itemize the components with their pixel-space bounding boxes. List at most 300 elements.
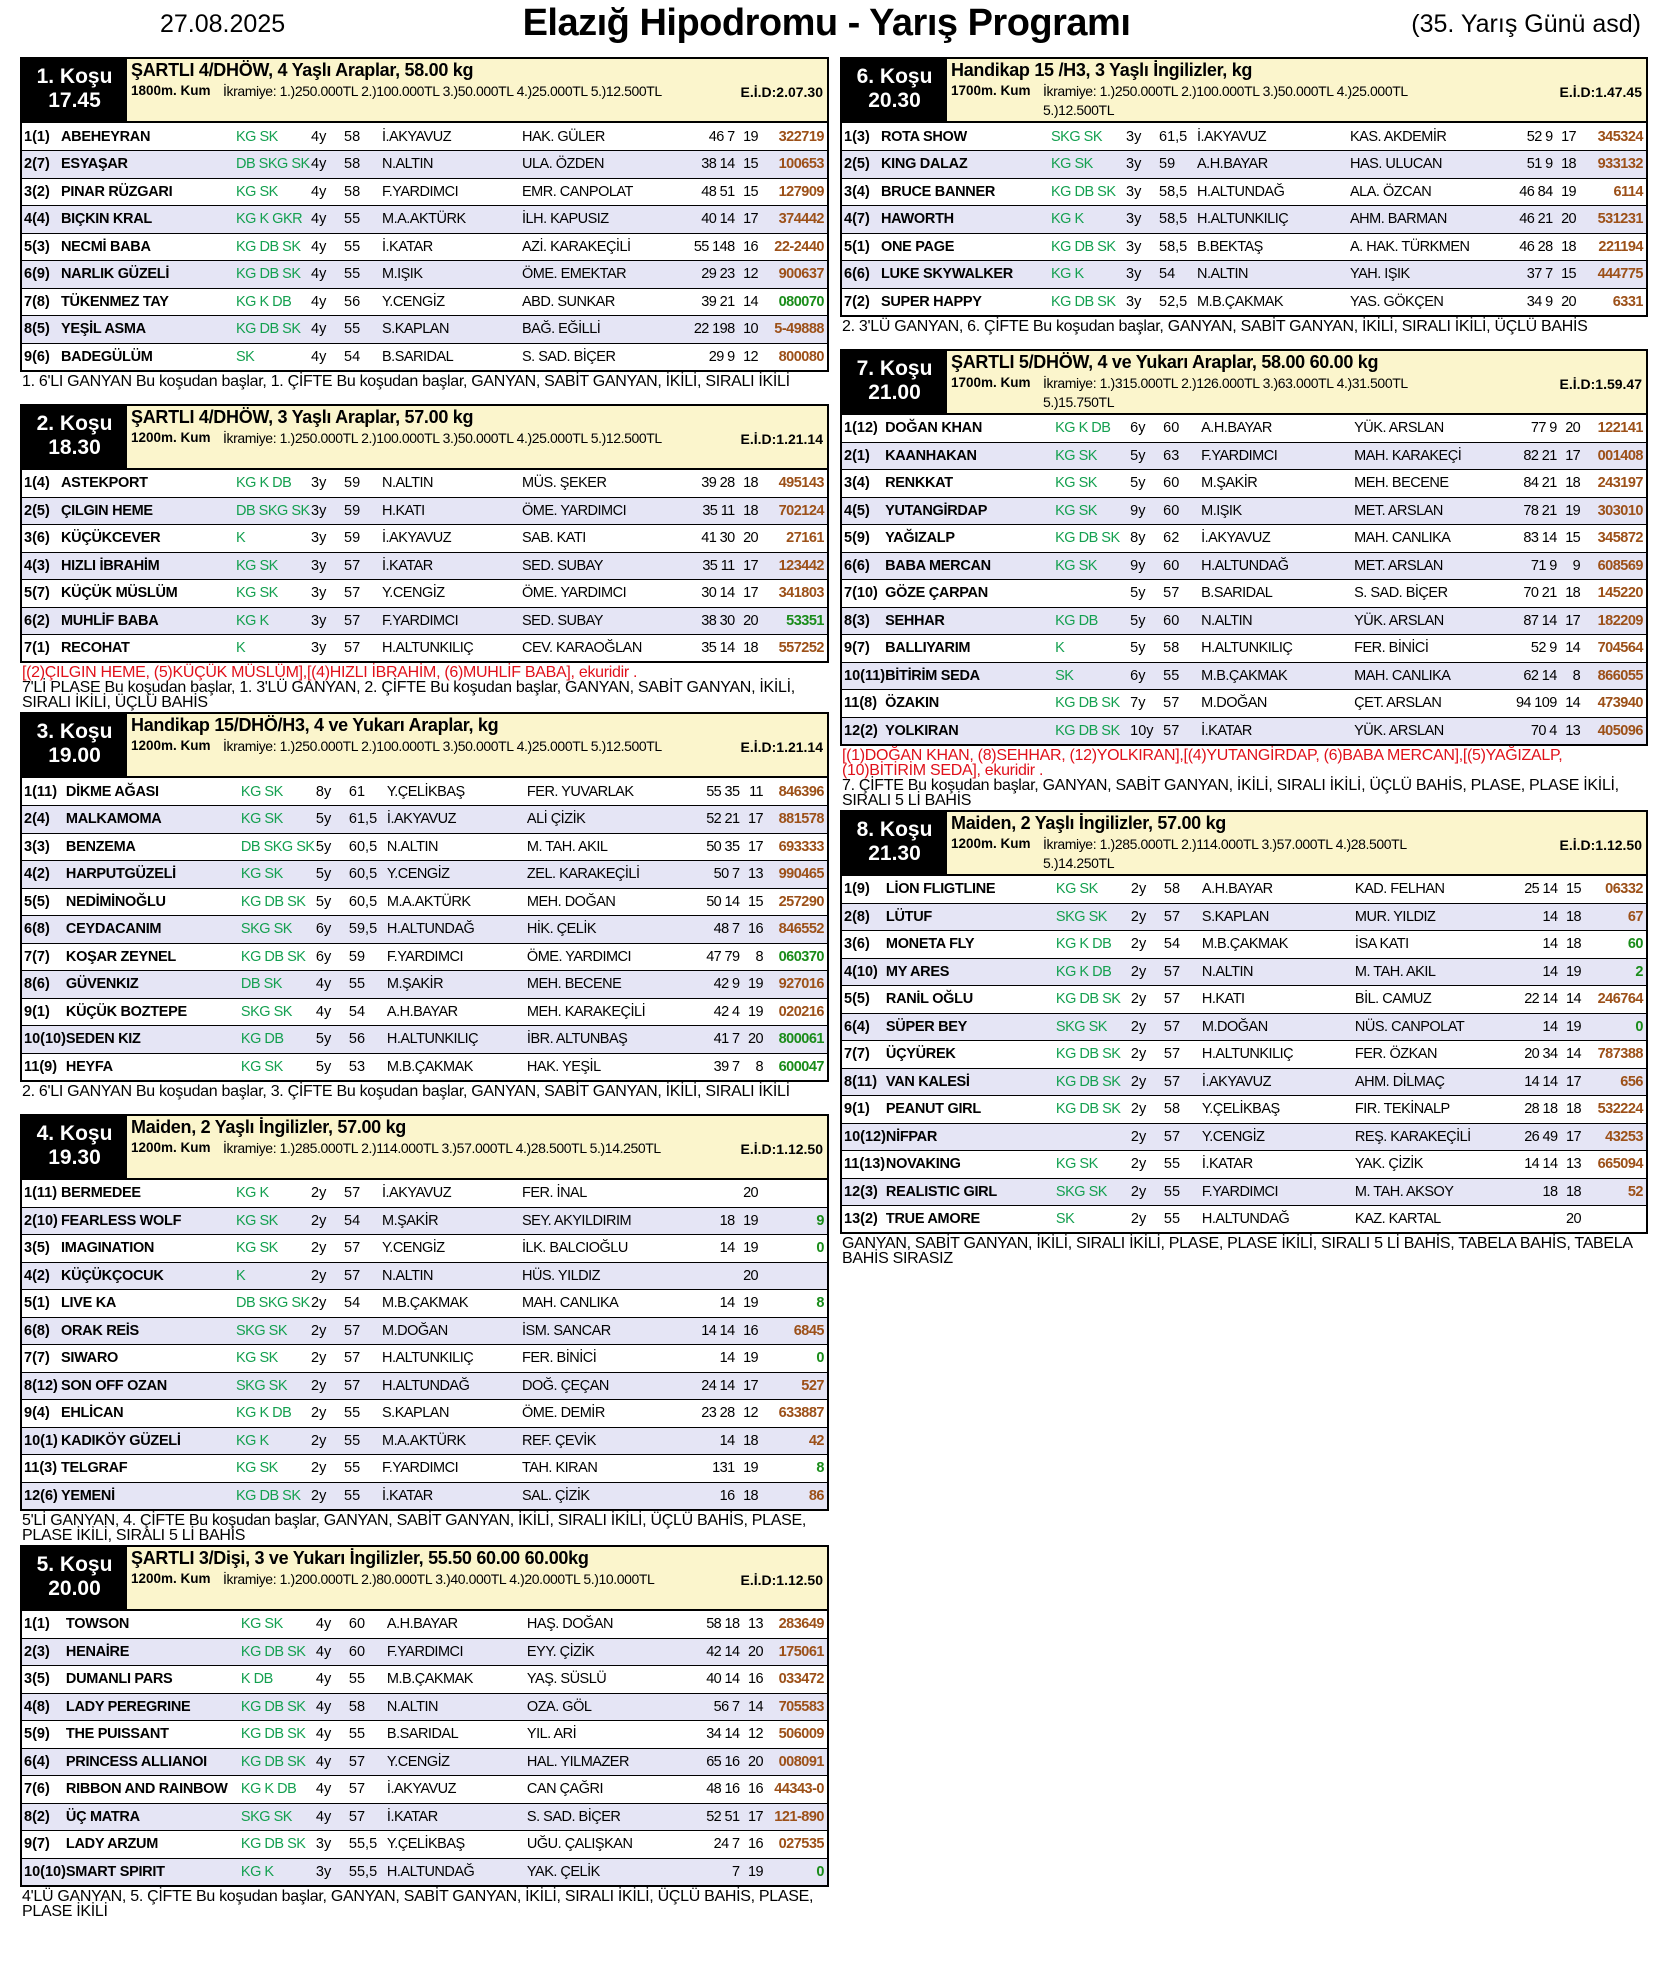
table-row[interactable] <box>21 1290 828 1318</box>
table-row[interactable] <box>841 1041 1647 1069</box>
table-row[interactable] <box>21 1721 828 1749</box>
table-row[interactable] <box>21 1693 828 1721</box>
handicap-points: 8 <box>755 1058 763 1075</box>
table-row[interactable] <box>21 178 828 206</box>
stats: 131 <box>712 1460 735 1477</box>
weight: 57 <box>1163 690 1201 718</box>
table-row[interactable] <box>841 288 1647 316</box>
jockey: F.YARDIMCI <box>382 1455 522 1483</box>
recent-form: 6845 <box>760 1317 828 1345</box>
table-row[interactable] <box>21 316 828 344</box>
handicap-points: 16 <box>747 1781 763 1798</box>
entry-number: 8(5) <box>21 316 61 344</box>
entry-number: 7(1) <box>24 640 50 656</box>
equipment: KG SK <box>236 1455 311 1483</box>
recent-form: 8 <box>760 1290 828 1318</box>
race-number: 6. Koşu <box>856 65 933 88</box>
recent-form: 121-890 <box>765 1803 828 1831</box>
recent-form: 53351 <box>760 607 828 635</box>
weight: 55 <box>344 1482 382 1510</box>
horse-name: TRUE AMORE <box>885 1211 980 1227</box>
table-row[interactable] <box>841 233 1647 261</box>
stats: 42 14 <box>706 1643 740 1660</box>
stats <box>687 778 765 806</box>
equipment: KG DB SK <box>236 1482 311 1510</box>
trainer: ÖME. EMEKTAR <box>522 261 682 289</box>
table-row[interactable] <box>841 1068 1647 1096</box>
bet-types-note: 7'Lİ PLASE Bu koşudan başlar, 1. 3'LÜ GANYAN, 2. ÇİFTE Bu koşudan başlar, GANYAN, SABİT GANYAN, İKİLİ, SIRALI İKİLİ, ÜÇLÜ BAHİS <box>22 679 795 711</box>
horse-age: 8y <box>316 778 349 806</box>
stats <box>1504 717 1582 745</box>
table-row[interactable] <box>21 1776 828 1804</box>
jockey: Y.CENGİZ <box>382 580 522 608</box>
jockey: İ.AKYAVUZ <box>382 1180 522 1208</box>
race-time: 20.00 <box>48 1576 101 1600</box>
table-row[interactable] <box>841 690 1647 718</box>
table-row[interactable] <box>21 916 828 944</box>
entry-number: 10(10) <box>21 1858 66 1886</box>
trainer: YAŞ. SÜSLÜ <box>527 1666 687 1694</box>
horse-name: MUHLİF BABA <box>61 607 236 635</box>
table-row[interactable] <box>21 635 828 663</box>
horse-name: ONE PAGE <box>881 233 1051 261</box>
entries-table <box>20 1180 829 1511</box>
jockey: İ.AKYAVUZ <box>382 525 522 553</box>
equipment: KG DB SK <box>1056 986 1131 1014</box>
handicap-points: 20 <box>747 1643 763 1660</box>
stats <box>682 635 760 663</box>
stats: 14 14 <box>1524 1073 1558 1090</box>
race-header <box>20 1114 829 1180</box>
stats <box>1505 1096 1583 1124</box>
weight: 58 <box>344 151 382 179</box>
stats <box>1505 1151 1583 1179</box>
equipment: KG SK <box>236 123 311 151</box>
table-row[interactable] <box>21 1748 828 1776</box>
table-row[interactable] <box>21 525 828 553</box>
stats <box>1505 903 1583 931</box>
stats <box>682 1372 760 1400</box>
handicap-points: 15 <box>743 156 758 173</box>
equipment: SKG SK <box>236 1372 311 1400</box>
table-row[interactable] <box>841 151 1647 179</box>
horse-name: ÜÇ MATRA <box>66 1803 241 1831</box>
horse-name: GÖZE ÇARPAN <box>885 580 1055 608</box>
entry-number: 4(8) <box>21 1693 66 1721</box>
table-row[interactable] <box>841 986 1647 1014</box>
handicap-points: 18 <box>1561 156 1576 173</box>
horse-name: BALLIYARIM <box>885 635 1055 663</box>
handicap-points: 19 <box>1565 963 1581 980</box>
horse-age: 2y <box>1131 931 1164 959</box>
race-prize: İkramiye: 1.)285.000TL 2.)114.000TL 3.)57.000TL 4.)28.500TL 5.)14.250TL <box>223 1139 661 1156</box>
recent-form: 221194 <box>1578 233 1647 261</box>
table-row[interactable] <box>21 971 828 999</box>
entry-number: 5(9) <box>841 525 885 553</box>
entry-number: 7(10) <box>841 580 885 608</box>
trainer: ÖME. YARDIMCI <box>522 497 682 525</box>
stats <box>1505 958 1583 986</box>
horse-name: RENKKAT <box>885 470 1055 498</box>
table-row[interactable] <box>841 717 1647 745</box>
table-row[interactable] <box>841 415 1647 443</box>
horse-name: SON OFF OZAN <box>61 1372 236 1400</box>
race-number-box <box>22 406 127 468</box>
table-row[interactable] <box>21 943 828 971</box>
horse-name: MY ARES <box>886 958 1056 986</box>
jockey: B.SARIDAL <box>1201 580 1354 608</box>
recent-form: 257290 <box>765 888 828 916</box>
table-row[interactable] <box>841 1178 1647 1206</box>
recent-form: 123442 <box>760 552 828 580</box>
horse-name: CEYDACANIM <box>66 916 241 944</box>
recent-form: 06332 <box>1583 876 1647 904</box>
stats: 46 7 <box>708 128 735 145</box>
equipment: KG DB SK <box>241 888 316 916</box>
table-row[interactable] <box>841 442 1647 470</box>
stats: 39 7 <box>713 1058 740 1075</box>
trainer: MUR. YILDIZ <box>1355 903 1505 931</box>
race-prize: İkramiye: 1.)250.000TL 2.)100.000TL 3.)50.000TL 4.)25.000TL 5.)12.500TL <box>223 738 662 754</box>
race-block <box>20 404 829 713</box>
recent-form: 0 <box>765 1858 828 1886</box>
stats: 46 21 <box>1519 211 1553 228</box>
table-row[interactable] <box>21 470 828 498</box>
equipment: SKG SK <box>241 916 316 944</box>
table-row[interactable] <box>21 552 828 580</box>
table-row[interactable] <box>21 1262 828 1290</box>
stats <box>1505 1206 1583 1234</box>
weight: 55 <box>1164 1151 1202 1179</box>
table-row[interactable] <box>21 1372 828 1400</box>
table-row[interactable] <box>21 888 828 916</box>
handicap-points: 18 <box>743 475 758 491</box>
entry-number: 4(10) <box>841 958 886 986</box>
table-row[interactable] <box>21 1317 828 1345</box>
table-row[interactable] <box>21 1858 828 1886</box>
handicap-points: 14 <box>1565 991 1581 1008</box>
trainer: MEH. DOĞAN <box>527 888 687 916</box>
stats: 39 21 <box>701 293 735 310</box>
recent-form: 927016 <box>765 971 828 999</box>
handicap-points: 17 <box>743 1377 758 1394</box>
recent-form: 6331 <box>1612 293 1643 310</box>
stats <box>682 1455 760 1483</box>
race-number-box <box>842 812 947 874</box>
race-prize: İkramiye: 1.)315.000TL 2.)126.000TL 3.)63.000TL 4.)31.500TL 5.)15.750TL <box>1043 374 1408 410</box>
horse-age: 5y <box>1130 442 1163 470</box>
handicap-points: 12 <box>747 1726 763 1743</box>
weight: 60,5 <box>349 861 387 889</box>
horse-name: TELGRAF <box>61 1455 236 1483</box>
recent-form: 246764 <box>1583 986 1647 1014</box>
entry-number: 5(5) <box>21 888 66 916</box>
horse-age: 4y <box>316 1693 349 1721</box>
equipment: K <box>236 525 311 553</box>
table-row[interactable] <box>21 806 828 834</box>
handicap-points: 20 <box>743 1267 758 1284</box>
trainer: S. SAD. BİÇER <box>522 348 616 365</box>
stats <box>687 1858 765 1886</box>
bet-types-note: 2. 6'LI GANYAN Bu koşudan başlar, 3. ÇİFTE Bu koşudan başlar, GANYAN, SABİT GANYAN, İKİLİ, SIRALI İKİLİ <box>22 1082 790 1100</box>
recent-form: 86 <box>760 1482 828 1510</box>
recent-form: 43253 <box>1583 1123 1647 1151</box>
recent-form: 6114 <box>1578 178 1647 206</box>
jockey: H.ALTUNKILIÇ <box>1201 635 1354 663</box>
race-block <box>20 1545 829 1921</box>
table-row[interactable] <box>841 206 1647 234</box>
stats <box>687 998 765 1026</box>
horse-name: THE PUISSANT <box>66 1721 241 1749</box>
table-row[interactable] <box>21 206 828 234</box>
table-row[interactable] <box>21 833 828 861</box>
table-row[interactable] <box>21 1207 828 1235</box>
weight: 58 <box>1163 635 1201 663</box>
table-row[interactable] <box>21 1455 828 1483</box>
race-time: 21.00 <box>868 380 921 404</box>
table-row[interactable] <box>841 635 1647 663</box>
stats: 70 4 <box>1530 722 1557 739</box>
table-row[interactable] <box>21 1482 828 1510</box>
handicap-points: 12 <box>743 266 758 283</box>
recent-form: 001408 <box>1582 442 1647 470</box>
weight: 57 <box>1164 1068 1202 1096</box>
table-row[interactable] <box>841 470 1647 498</box>
race-number-box <box>842 59 947 121</box>
jockey: H.ALTUNDAĞ <box>382 1372 522 1400</box>
recent-form: 033472 <box>765 1666 828 1694</box>
trainer: İLH. KAPUSIZ <box>522 206 682 234</box>
weight: 57 <box>344 607 382 635</box>
horse-age: 3y <box>311 580 344 608</box>
recent-form: 080070 <box>760 288 828 316</box>
table-row[interactable] <box>21 1638 828 1666</box>
horse-name: ÜÇYÜREK <box>886 1041 1056 1069</box>
stats <box>1505 1123 1583 1151</box>
race-number-box <box>22 714 127 776</box>
weight: 55 <box>349 1721 387 1749</box>
race-info <box>947 812 1646 874</box>
table-row[interactable] <box>21 261 828 289</box>
stats: 22 198 <box>693 321 735 338</box>
table-row[interactable] <box>21 1345 828 1373</box>
horse-name: KÜÇÜKÇOCUK <box>61 1262 236 1290</box>
table-row[interactable] <box>841 123 1647 151</box>
stats: 78 21 <box>1523 502 1557 519</box>
trainer: MAH. KARAKEÇİ <box>1354 442 1504 470</box>
recent-form: 122141 <box>1582 415 1647 443</box>
entry-number: 1(1) <box>21 1611 66 1639</box>
table-row[interactable] <box>21 1831 828 1859</box>
table-row[interactable] <box>21 1611 828 1639</box>
jockey: F.YARDIMCI <box>382 607 522 635</box>
recent-form: 705583 <box>765 1693 828 1721</box>
table-row[interactable] <box>21 1666 828 1694</box>
horse-name: GÜVENKIZ <box>66 971 241 999</box>
table-row[interactable] <box>21 1026 828 1054</box>
weight: 59,5 <box>349 916 387 944</box>
entry-number: 1(11) <box>21 778 66 806</box>
table-row[interactable] <box>21 1180 828 1208</box>
weight: 62 <box>1163 525 1201 553</box>
table-row[interactable] <box>21 497 828 525</box>
race-record: E.İ.D:1.12.50 <box>740 1140 823 1157</box>
jockey: F.YARDIMCI <box>382 178 522 206</box>
race-header <box>20 404 829 470</box>
trainer: DOĞ. ÇEÇAN <box>522 1372 682 1400</box>
trainer: HAK. YEŞİL <box>526 1058 601 1075</box>
entry-number: 3(6) <box>21 525 61 553</box>
horse-name: HEYFA <box>65 1058 113 1075</box>
handicap-points: 18 <box>1565 1183 1581 1200</box>
table-row[interactable] <box>21 998 828 1026</box>
recent-form: 881578 <box>765 806 828 834</box>
equipment: KG K DB <box>236 288 311 316</box>
table-row[interactable] <box>841 958 1647 986</box>
handicap-points: 20 <box>1565 420 1581 436</box>
table-row[interactable] <box>21 288 828 316</box>
stats <box>687 1803 765 1831</box>
race-prize: İkramiye: 1.)250.000TL 2.)100.000TL 3.)50.000TL 4.)25.000TL 5.)12.500TL <box>223 429 662 446</box>
stats <box>1504 415 1582 443</box>
weight: 55 <box>344 1427 382 1455</box>
jockey: B.BEKTAŞ <box>1197 233 1350 261</box>
stats <box>682 525 760 553</box>
race-distance: 1200m. Kum <box>131 1570 211 1586</box>
handicap-points: 19 <box>1561 183 1576 200</box>
table-row[interactable] <box>21 123 828 151</box>
jockey: S.KAPLAN <box>382 316 522 344</box>
table-row[interactable] <box>21 151 828 179</box>
stats: 62 14 <box>1523 667 1557 684</box>
weight: 60 <box>1163 415 1201 443</box>
weight: 58,5 <box>1159 206 1197 234</box>
stats <box>1505 1068 1583 1096</box>
race-prize: İkramiye: 1.)200.000TL 2.)80.000TL 3.)40.000TL 4.)20.000TL 5.)10.000TL <box>223 1570 655 1587</box>
table-row[interactable] <box>841 552 1647 580</box>
table-row[interactable] <box>841 607 1647 635</box>
page-title: Elazığ Hipodromu - Yarış Programı <box>522 2 1131 44</box>
race-note <box>840 317 1648 349</box>
stats: 14 <box>719 1432 735 1449</box>
handicap-points: 11 <box>749 783 763 800</box>
table-row[interactable] <box>841 1151 1647 1179</box>
entry-number: 2(5) <box>21 497 61 525</box>
race-note <box>20 1511 829 1545</box>
horse-name: ROTA SHOW <box>881 123 1051 151</box>
recent-form: 027535 <box>765 1831 828 1859</box>
table-row[interactable] <box>841 876 1647 904</box>
horse-name: SEHHAR <box>885 607 1055 635</box>
table-row[interactable] <box>841 261 1647 289</box>
race-header <box>20 712 829 778</box>
table-row[interactable] <box>21 233 828 261</box>
recent-form: 506009 <box>765 1721 828 1749</box>
jockey: N.ALTIN <box>382 470 522 498</box>
horse-age: 3y <box>311 525 344 553</box>
horse-age: 2y <box>311 1180 344 1208</box>
jockey: N.ALTIN <box>1201 607 1354 635</box>
jockey: F.YARDIMCI <box>1201 442 1354 470</box>
table-row[interactable] <box>841 178 1647 206</box>
recent-form: 44343-0 <box>765 1776 828 1804</box>
jockey: Y.ÇELİKBAŞ <box>387 1831 527 1859</box>
table-row[interactable] <box>841 1123 1647 1151</box>
horse-name: BERMEDEE <box>61 1180 236 1208</box>
table-row[interactable] <box>21 1400 828 1428</box>
recent-form <box>1583 1206 1647 1234</box>
table-row[interactable] <box>21 861 828 889</box>
table-row[interactable] <box>841 1206 1647 1234</box>
weight: 57 <box>1164 1041 1202 1069</box>
race-conditions: ŞARTLI 4/DHÖW, 3 Yaşlı Araplar, 57.00 kg <box>131 406 474 427</box>
horse-name: MALKAMOMA <box>66 806 241 834</box>
table-row[interactable] <box>841 1013 1647 1041</box>
equipment: KG DB SK <box>1056 1068 1131 1096</box>
weight: 61 <box>349 778 387 806</box>
jockey: M.DOĞAN <box>1201 690 1354 718</box>
stats <box>682 470 760 498</box>
bet-types-note: 2. 3'LÜ GANYAN, 6. ÇİFTE Bu koşudan başlar, GANYAN, SABİT GANYAN, İKİLİ, SIRALI İKİLİ, ÜÇLÜ BAHİS <box>842 317 1588 335</box>
entry-number: 8(11) <box>841 1068 886 1096</box>
handicap-points: 8 <box>755 948 763 965</box>
horse-age: 6y <box>316 916 349 944</box>
equipment: KG DB SK <box>1056 1041 1131 1069</box>
jockey: H.ALTUNDAĞ <box>1201 552 1354 580</box>
stats <box>682 316 760 344</box>
table-row[interactable] <box>21 580 828 608</box>
equipment: KG SK <box>1051 151 1126 179</box>
recent-form: 608569 <box>1582 552 1647 580</box>
equipment: SK <box>1055 662 1130 690</box>
weight: 57 <box>1163 580 1201 608</box>
table-row[interactable] <box>841 580 1647 608</box>
race-conditions: ŞARTLI 4/DHÖW, 4 Yaşlı Araplar, 58.00 kg <box>131 60 474 80</box>
recent-form: 473940 <box>1582 690 1647 718</box>
jockey: H.ALTUNDAĞ <box>1201 1211 1290 1227</box>
handicap-points: 18 <box>1565 908 1581 925</box>
table-row[interactable] <box>21 1427 828 1455</box>
table-row[interactable] <box>841 662 1647 690</box>
stats <box>1500 206 1578 234</box>
table-row[interactable] <box>841 903 1647 931</box>
table-row[interactable] <box>841 525 1647 553</box>
table-row[interactable] <box>21 1053 828 1081</box>
table-row[interactable] <box>21 343 828 371</box>
equipment: DB SKG SK <box>236 497 311 525</box>
horse-name: FEARLESS WOLF <box>61 1207 236 1235</box>
stats <box>1504 662 1582 690</box>
equipment: KG DB SK <box>241 943 316 971</box>
horse-age: 4y <box>311 151 344 179</box>
horse-name: RIBBON AND RAINBOW <box>66 1776 241 1804</box>
equipment: KG K <box>236 607 311 635</box>
table-row[interactable] <box>21 1803 828 1831</box>
table-row[interactable] <box>841 931 1647 959</box>
table-row[interactable] <box>841 1096 1647 1124</box>
stats <box>687 971 765 999</box>
horse-age: 4y <box>316 1803 349 1831</box>
table-row[interactable] <box>841 497 1647 525</box>
horse-name: KOŞAR ZEYNEL <box>66 943 241 971</box>
table-row[interactable] <box>21 607 828 635</box>
table-row[interactable] <box>21 1235 828 1263</box>
recent-form: 8 <box>760 1455 828 1483</box>
equipment: SK <box>236 348 255 365</box>
race-note <box>20 372 829 404</box>
table-row[interactable] <box>21 778 828 806</box>
entry-number: 7(7) <box>21 943 66 971</box>
